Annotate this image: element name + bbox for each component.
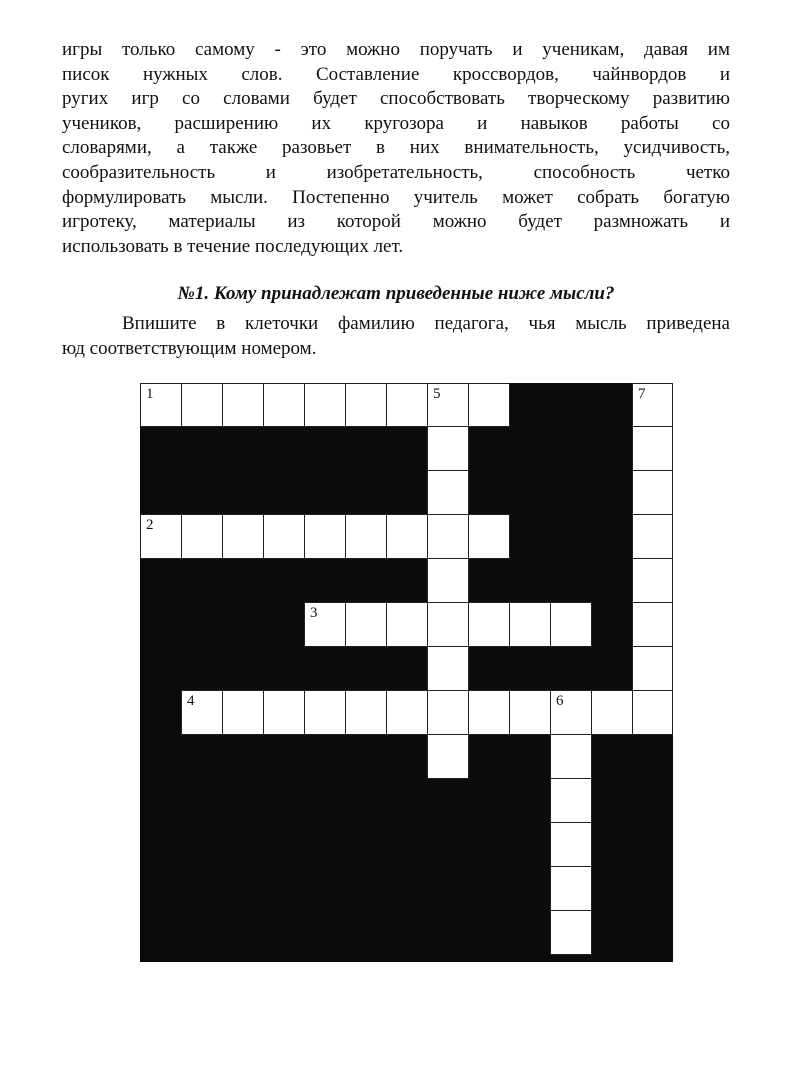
crossword-cell[interactable]	[345, 690, 387, 735]
crossword-cell[interactable]	[140, 514, 182, 559]
crossword-cell[interactable]	[140, 383, 182, 427]
crossword-cell[interactable]	[427, 470, 469, 515]
crossword-cell[interactable]	[263, 690, 305, 735]
paragraph-line: словарями, а также разовьет в них внимательность, усидчивость,	[62, 137, 730, 159]
crossword-cell[interactable]	[550, 734, 592, 779]
crossword-cell[interactable]	[345, 514, 387, 559]
crossword-cell[interactable]	[345, 383, 387, 427]
crossword-cell[interactable]	[304, 690, 346, 735]
clue-number-6: 6	[556, 693, 564, 709]
crossword-cell[interactable]	[386, 602, 428, 647]
crossword-grid	[140, 383, 673, 962]
paragraph-line: ругих игр со словами будет способствовать творческому развитию	[62, 88, 730, 110]
paragraph-line: игры только самому - это можно поручать и ученикам, давая им	[62, 39, 730, 60]
crossword-cell[interactable]	[386, 514, 428, 559]
crossword-cell[interactable]	[386, 383, 428, 427]
crossword-cell[interactable]	[550, 690, 592, 735]
crossword-cell[interactable]	[468, 602, 510, 647]
crossword-cell[interactable]	[632, 383, 673, 427]
crossword-cell[interactable]	[632, 514, 673, 559]
crossword-cell[interactable]	[468, 514, 510, 559]
crossword-cell[interactable]	[427, 734, 469, 779]
crossword-cell[interactable]	[427, 646, 469, 691]
crossword-cell[interactable]	[427, 690, 469, 735]
instruction-line: юд соответствующим номером.	[62, 337, 317, 359]
clue-number-4: 4	[187, 693, 195, 709]
crossword-cell[interactable]	[181, 383, 223, 427]
crossword-cell[interactable]	[509, 602, 551, 647]
clue-number-1: 1	[146, 386, 154, 402]
paragraph-line: формулировать мысли. Постепенно учитель может собрать богатую	[62, 186, 730, 208]
crossword-cell[interactable]	[427, 514, 469, 559]
clue-number-7: 7	[638, 386, 646, 402]
crossword-cell[interactable]	[632, 426, 673, 471]
crossword-cell[interactable]	[345, 602, 387, 647]
crossword-cell[interactable]	[591, 690, 633, 735]
crossword-cell[interactable]	[468, 383, 510, 427]
crossword-cell[interactable]	[427, 558, 469, 603]
clue-number-5: 5	[433, 386, 441, 402]
task-title: №1. Кому принадлежат приведенные ниже мысли?	[177, 283, 615, 304]
crossword-cell[interactable]	[181, 514, 223, 559]
crossword-cell[interactable]	[304, 514, 346, 559]
crossword-cell[interactable]	[222, 383, 264, 427]
crossword-cell[interactable]	[550, 910, 592, 955]
crossword-cell[interactable]	[632, 558, 673, 603]
paragraph-line: сообразительность и изобретательность, способность четко	[62, 161, 730, 183]
crossword-cell[interactable]	[427, 602, 469, 647]
crossword-cell[interactable]	[181, 690, 223, 735]
crossword-cell[interactable]	[550, 866, 592, 911]
crossword-cell[interactable]	[632, 470, 673, 515]
paragraph-line: использовать в течение последующих лет.	[62, 235, 404, 257]
crossword-cell[interactable]	[304, 602, 346, 647]
crossword-cell[interactable]	[632, 602, 673, 647]
crossword-cell[interactable]	[509, 690, 551, 735]
clue-number-2: 2	[146, 517, 154, 533]
crossword-cell[interactable]	[263, 383, 305, 427]
crossword-cell[interactable]	[550, 602, 592, 647]
crossword-cell[interactable]	[632, 690, 673, 735]
crossword-cell[interactable]	[222, 514, 264, 559]
crossword-cell[interactable]	[222, 690, 264, 735]
paragraph-line: игротеку, материалы из которой можно будет размножать и	[62, 211, 730, 233]
crossword-cell[interactable]	[427, 383, 469, 427]
crossword-cell[interactable]	[468, 690, 510, 735]
crossword-cell[interactable]	[304, 383, 346, 427]
paragraph-line: писок нужных слов. Составление кроссвордов, чайнвордов и	[62, 63, 730, 85]
crossword-cell[interactable]	[263, 514, 305, 559]
intro-paragraph	[62, 38, 730, 259]
crossword-cell[interactable]	[632, 646, 673, 691]
crossword-cell[interactable]	[386, 690, 428, 735]
task-instruction	[62, 312, 730, 361]
crossword-cell[interactable]	[550, 778, 592, 823]
crossword-cell[interactable]	[550, 822, 592, 867]
instruction-line: Впишите в клеточки фамилию педагога, чья мысль приведена	[122, 313, 730, 334]
clue-number-3: 3	[310, 605, 318, 621]
crossword-cell[interactable]	[427, 426, 469, 471]
paragraph-line: учеников, расширению их кругозора и навыков работы со	[62, 112, 730, 134]
